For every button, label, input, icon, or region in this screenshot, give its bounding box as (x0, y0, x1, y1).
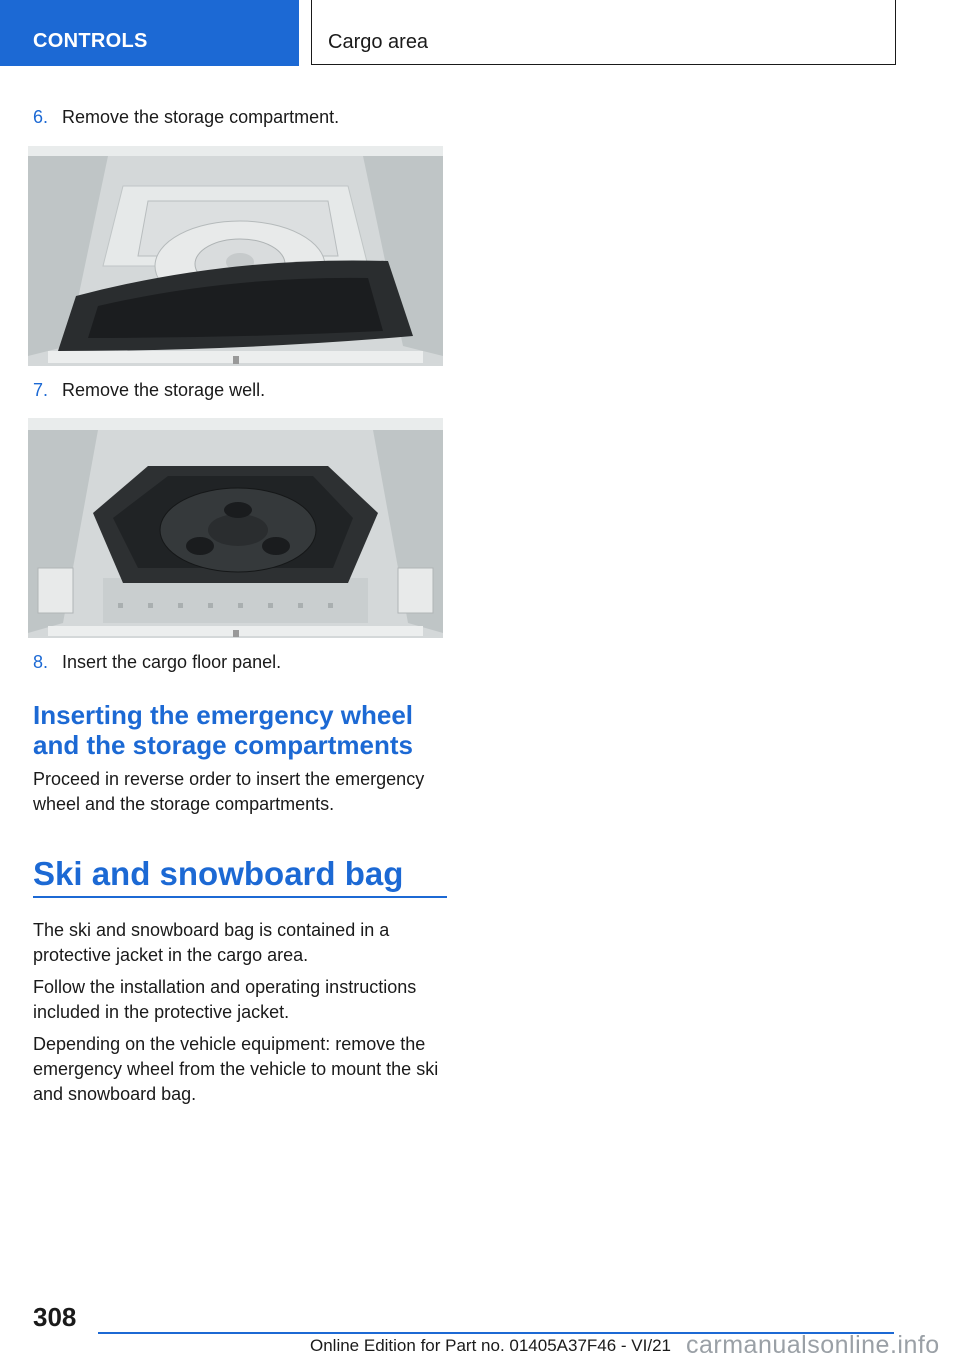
step-7 (33, 379, 265, 401)
step-number: 7. (33, 380, 49, 400)
section-tab (0, 0, 299, 66)
paragraph: Follow the installation and operating instructions included in the protective jacket. (33, 977, 417, 1022)
chapter-title: Cargo area (328, 31, 429, 53)
subsection-heading: Inserting the emergency wheel and the storage compartments (33, 700, 414, 760)
step-8 (33, 651, 281, 673)
watermark: carmanualsonline.info (686, 1331, 940, 1359)
section-label: CONTROLS (33, 30, 148, 52)
page-number: 308 (33, 1302, 77, 1332)
step-text: Remove the storage well. (62, 380, 266, 400)
step-text: Insert the cargo floor panel. (62, 652, 282, 672)
step-number: 6. (33, 107, 49, 127)
chapter-title-box (311, 0, 896, 65)
subsection-body: Proceed in reverse order to insert the emergency wheel and the storage compartments. (33, 769, 425, 814)
section-heading: Ski and snowboard bag (33, 855, 404, 892)
step-6 (33, 106, 339, 128)
storage-well-illustration (28, 418, 443, 638)
section-heading-rule (33, 896, 447, 898)
storage-compartment-illustration (28, 146, 443, 366)
paragraph: The ski and snowboard bag is contained in a protective jacket in the cargo area. (33, 920, 390, 965)
edition-info: Online Edition for Part no. 01405A37F46 - VI/21 (310, 1336, 672, 1355)
step-text: Remove the storage compartment. (62, 107, 340, 127)
step-number: 8. (33, 652, 49, 672)
paragraph: Depending on the vehicle equipment: remove the emergency wheel from the vehicle to mount the ski and snowboard bag. (33, 1034, 439, 1104)
